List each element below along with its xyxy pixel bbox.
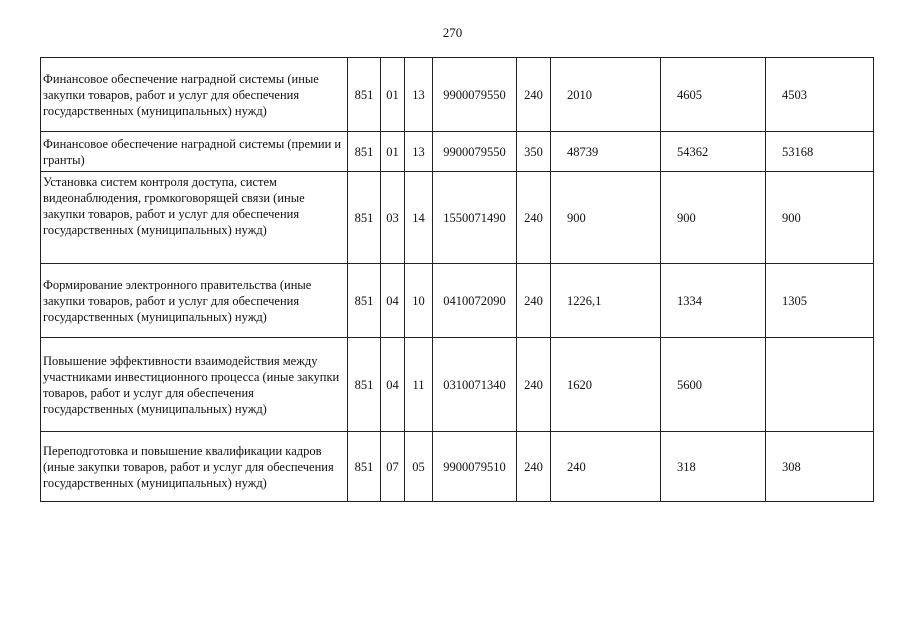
page-number: 270	[442, 25, 463, 40]
target-article-cell: 9900079550	[433, 58, 517, 132]
grbs-cell: 851	[348, 132, 381, 172]
expense-type-cell: 240	[517, 432, 551, 502]
amount-year3-cell: 4503	[766, 58, 874, 132]
row-name-cell: Финансовое обеспечение наградной системы (иные закупки товаров, работ и услуг для обеспечения государственных (муниципальных) нужд)	[41, 58, 348, 132]
table-row	[41, 338, 874, 432]
grbs-cell: 851	[348, 264, 381, 338]
amount-year1-cell: 240	[551, 432, 661, 502]
amount-year2-cell: 5600	[661, 338, 766, 432]
amount-year2-cell: 1334	[661, 264, 766, 338]
target-article-cell: 9900079510	[433, 432, 517, 502]
row-name-cell: Финансовое обеспечение наградной системы (премии и гранты)	[41, 132, 348, 172]
amount-year1-cell: 1620	[551, 338, 661, 432]
target-article-cell: 9900079550	[433, 132, 517, 172]
grbs-cell: 851	[348, 432, 381, 502]
expense-type-cell: 240	[517, 338, 551, 432]
amount-year2-cell: 318	[661, 432, 766, 502]
subsection-cell: 05	[405, 432, 433, 502]
row-name-cell: Установка систем контроля доступа, систем видеонаблюдения, громкоговорящей связи (иные закупки товаров, работ и услуг для обеспечения государственных (муниципальных) нужд)	[41, 172, 348, 264]
expense-type-cell: 240	[517, 58, 551, 132]
subsection-cell: 10	[405, 264, 433, 338]
table-row	[41, 264, 874, 338]
subsection-cell: 11	[405, 338, 433, 432]
target-article-cell: 1550071490	[433, 172, 517, 264]
section-cell: 01	[381, 58, 405, 132]
row-name-cell: Переподготовка и повышение квалификации кадров (иные закупки товаров, работ и услуг для обеспечения государственных (муниципальных) нужд)	[41, 432, 348, 502]
subsection-cell: 13	[405, 58, 433, 132]
amount-year3-cell: 53168	[766, 132, 874, 172]
target-article-cell: 0310071340	[433, 338, 517, 432]
table-row	[41, 58, 874, 132]
subsection-cell: 14	[405, 172, 433, 264]
table-row	[41, 132, 874, 172]
amount-year2-cell: 54362	[661, 132, 766, 172]
row-name-cell: Формирование электронного правительства (иные закупки товаров, работ и услуг для обеспечения государственных (муниципальных) нужд)	[41, 264, 348, 338]
amount-year3-cell: 1305	[766, 264, 874, 338]
grbs-cell: 851	[348, 338, 381, 432]
section-cell: 04	[381, 338, 405, 432]
amount-year1-cell: 48739	[551, 132, 661, 172]
amount-year2-cell: 900	[661, 172, 766, 264]
table-row	[41, 172, 874, 264]
subsection-cell: 13	[405, 132, 433, 172]
budget-table	[40, 57, 874, 502]
amount-year1-cell: 2010	[551, 58, 661, 132]
row-name-cell: Повышение эффективности взаимодействия между участниками инвестиционного процесса (иные закупки товаров, работ и услуг для обеспечения государственных (муниципальных) нужд)	[41, 338, 348, 432]
expense-type-cell: 240	[517, 264, 551, 338]
section-cell: 04	[381, 264, 405, 338]
section-cell: 07	[381, 432, 405, 502]
section-cell: 03	[381, 172, 405, 264]
amount-year1-cell: 900	[551, 172, 661, 264]
target-article-cell: 0410072090	[433, 264, 517, 338]
table-row	[41, 432, 874, 502]
grbs-cell: 851	[348, 58, 381, 132]
amount-year3-cell	[766, 338, 874, 432]
amount-year1-cell: 1226,1	[551, 264, 661, 338]
amount-year3-cell: 308	[766, 432, 874, 502]
section-cell: 01	[381, 132, 405, 172]
amount-year3-cell: 900	[766, 172, 874, 264]
grbs-cell: 851	[348, 172, 381, 264]
amount-year2-cell: 4605	[661, 58, 766, 132]
expense-type-cell: 240	[517, 172, 551, 264]
expense-type-cell: 350	[517, 132, 551, 172]
